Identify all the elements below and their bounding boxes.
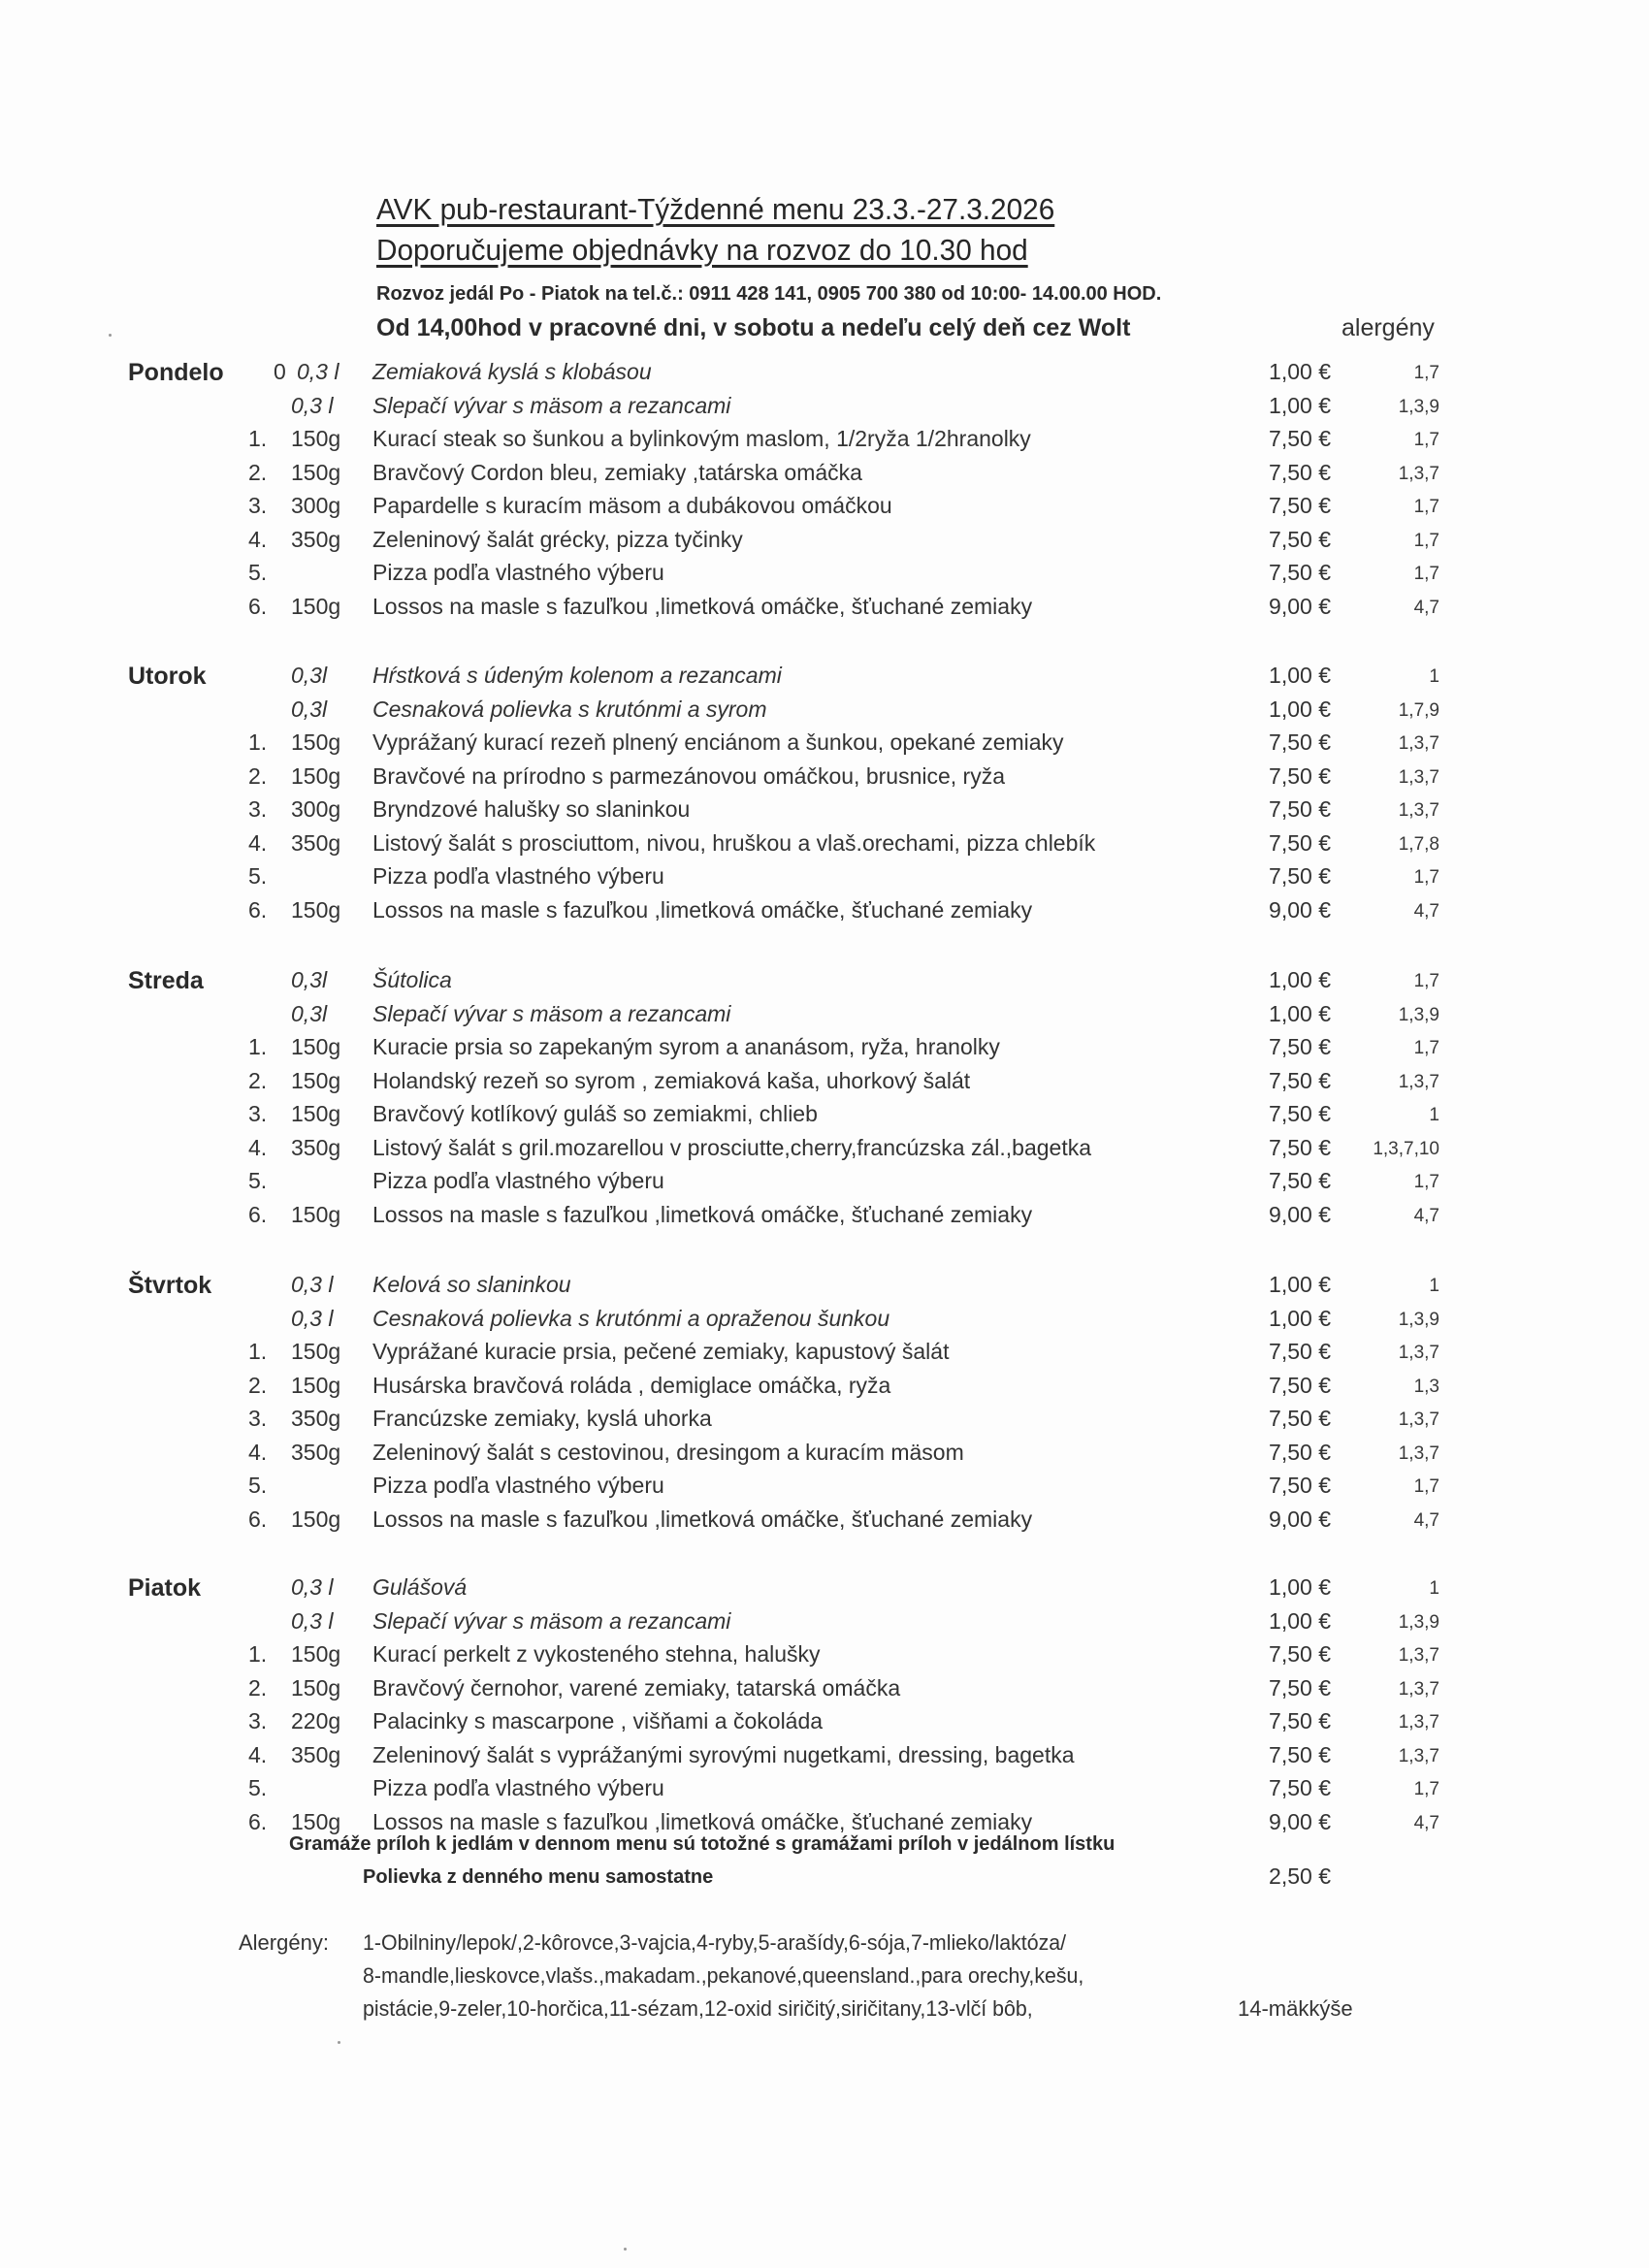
item-quantity: 150g — [291, 897, 341, 923]
dish-row — [0, 863, 1649, 896]
item-name: Palacinky s mascarpone , višňami a čokoláda — [372, 1708, 824, 1733]
item-allergens: 1,3,7 — [1398, 733, 1439, 754]
item-number: 5. — [248, 1473, 268, 1498]
item-price: 7,50 € — [1269, 863, 1331, 889]
item-number: 1. — [248, 1339, 268, 1364]
item-number: 6. — [248, 897, 268, 923]
item-price: 7,50 € — [1269, 1742, 1331, 1767]
item-quantity: 350g — [291, 1135, 341, 1160]
soup-row — [0, 1608, 1649, 1641]
item-number: 4. — [248, 1742, 268, 1767]
item-allergens: 1,7,8 — [1398, 834, 1439, 855]
item-quantity: 150g — [291, 1202, 341, 1227]
dish-row — [0, 560, 1649, 593]
soup-standalone-note: Polievka z denného menu samostatne — [363, 1866, 714, 1888]
dish-row — [0, 1373, 1649, 1406]
side-dish-note: Gramáže príloh k jedlám v dennom menu sú totožné s gramážami príloh v jedálnom lístku — [289, 1833, 1116, 1855]
item-quantity: 0,3 l — [297, 359, 340, 384]
item-number: 6. — [248, 1809, 268, 1834]
item-allergens: 1 — [1429, 1105, 1439, 1125]
item-quantity: 150g — [291, 729, 341, 755]
item-name: Lossos na masle s fazuľkou ,limetková omáčke, šťuchané zemiaky — [372, 897, 1033, 923]
item-name: Gulášová — [372, 1574, 468, 1600]
soup-row — [0, 1306, 1649, 1339]
item-name: Bravčový Cordon bleu, zemiaky ,tatárska omáčka — [372, 460, 862, 485]
item-name: Listový šalát s prosciuttom, nivou, hruškou a vlaš.orechami, pizza chlebík — [372, 830, 1096, 856]
item-price: 1,00 € — [1269, 1608, 1331, 1634]
dish-row — [0, 1339, 1649, 1372]
dish-row — [0, 897, 1649, 930]
item-price: 7,50 € — [1269, 1708, 1331, 1733]
item-name: Kurací steak so šunkou a bylinkovým maslom, 1/2ryža 1/2hranolky — [372, 426, 1031, 451]
item-price: 7,50 € — [1269, 763, 1331, 789]
item-price: 7,50 € — [1269, 729, 1331, 755]
scan-speck — [624, 2248, 627, 2251]
item-number: 5. — [248, 1775, 268, 1800]
day-label: Štvrtok — [128, 1272, 212, 1299]
item-quantity: 0,3 l — [291, 1608, 334, 1634]
item-number: 0 — [274, 359, 286, 384]
item-price: 9,00 € — [1269, 1202, 1331, 1227]
dish-row — [0, 1202, 1649, 1235]
item-quantity: 0,3 l — [291, 1574, 334, 1600]
item-number: 6. — [248, 594, 268, 619]
dish-row — [0, 1473, 1649, 1506]
item-allergens: 1,3,7 — [1398, 1072, 1439, 1092]
item-number: 1. — [248, 729, 268, 755]
item-name: Vyprážané kuracie prsia, pečené zemiaky, kapustový šalát — [372, 1339, 950, 1364]
item-number: 4. — [248, 527, 268, 552]
soup-row — [0, 1574, 1649, 1607]
item-price: 7,50 € — [1269, 1339, 1331, 1364]
item-name: Zeleninový šalát s vyprážanými syrovými nugetkami, dressing, bagetka — [372, 1742, 1075, 1767]
item-quantity: 220g — [291, 1708, 341, 1733]
item-allergens: 1 — [1429, 666, 1439, 687]
day-label: Piatok — [128, 1574, 202, 1602]
item-number: 4. — [248, 1135, 268, 1160]
item-price: 1,00 € — [1269, 663, 1331, 688]
item-quantity: 150g — [291, 1373, 341, 1398]
item-price: 7,50 € — [1269, 1641, 1331, 1667]
item-number: 2. — [248, 1068, 268, 1093]
item-allergens: 1,3,7 — [1398, 1712, 1439, 1733]
item-quantity: 150g — [291, 1101, 341, 1126]
item-price: 1,00 € — [1269, 1574, 1331, 1600]
item-name: Hŕstková s údeným kolenom a rezancami — [372, 663, 782, 688]
item-allergens: 1,3,9 — [1398, 1310, 1439, 1330]
item-name: Zemiaková kyslá s klobásou — [372, 359, 652, 384]
item-name: Lossos na masle s fazuľkou ,limetková omáčke, šťuchané zemiaky — [372, 594, 1033, 619]
day-label: Utorok — [128, 663, 207, 690]
item-allergens: 1,7 — [1413, 867, 1439, 888]
item-allergens: 1,7 — [1413, 1779, 1439, 1799]
item-price: 7,50 € — [1269, 1775, 1331, 1800]
item-number: 5. — [248, 1168, 268, 1193]
item-quantity: 350g — [291, 1406, 341, 1431]
item-price: 7,50 € — [1269, 1135, 1331, 1160]
item-allergens: 1,3,7 — [1398, 1679, 1439, 1700]
item-allergens: 1,3,9 — [1398, 1005, 1439, 1025]
item-allergens: 1,3,9 — [1398, 397, 1439, 417]
item-quantity: 0,3 l — [291, 393, 334, 418]
item-price: 9,00 € — [1269, 1809, 1331, 1834]
item-price: 1,00 € — [1269, 697, 1331, 722]
dish-row — [0, 763, 1649, 796]
day-label: Streda — [128, 967, 204, 994]
item-name: Zeleninový šalát s cestovinou, dresingom a kuracím mäsom — [372, 1440, 964, 1465]
item-quantity: 150g — [291, 1507, 341, 1532]
item-price: 7,50 € — [1269, 493, 1331, 518]
item-allergens: 1,3,7 — [1398, 1409, 1439, 1430]
item-name: Lossos na masle s fazuľkou ,limetková omáčke, šťuchané zemiaky — [372, 1202, 1033, 1227]
item-allergens: 1,7,9 — [1398, 700, 1439, 721]
delivery-info: Rozvoz jedál Po - Piatok na tel.č.: 0911 428 141, 0905 700 380 od 10:00- 14.00.00 HOD. — [376, 283, 1162, 305]
item-name: Slepačí vývar s mäsom a rezancami — [372, 393, 731, 418]
item-allergens: 1,7 — [1413, 1172, 1439, 1192]
day-label: Pondelo — [128, 359, 224, 386]
item-number: 6. — [248, 1507, 268, 1532]
item-number: 2. — [248, 460, 268, 485]
item-number: 1. — [248, 1641, 268, 1667]
item-price: 7,50 € — [1269, 830, 1331, 856]
item-number: 2. — [248, 1675, 268, 1701]
item-price: 7,50 € — [1269, 560, 1331, 585]
dish-row — [0, 1675, 1649, 1708]
item-price: 7,50 € — [1269, 1406, 1331, 1431]
dish-row — [0, 1068, 1649, 1101]
order-recommendation: Doporučujeme objednávky na rozvoz do 10.30 hod — [376, 233, 1028, 267]
item-price: 1,00 € — [1269, 967, 1331, 992]
item-name: Bryndzové halušky so slaninkou — [372, 796, 691, 822]
item-allergens: 1,7 — [1413, 971, 1439, 991]
dish-row — [0, 729, 1649, 762]
item-name: Kuracie prsia so zapekaným syrom a ananásom, ryža, hranolky — [372, 1034, 1000, 1059]
item-allergens: 1,3,7 — [1398, 800, 1439, 821]
item-quantity: 150g — [291, 1034, 341, 1059]
item-allergens: 4,7 — [1413, 1206, 1439, 1226]
item-quantity: 300g — [291, 796, 341, 822]
item-name: Pizza podľa vlastného výberu — [372, 863, 664, 889]
item-number: 5. — [248, 560, 268, 585]
item-name: Cesnaková polievka s krutónmi a syrom — [372, 697, 767, 722]
item-price: 7,50 € — [1269, 527, 1331, 552]
soup-row — [0, 1001, 1649, 1034]
item-name: Pizza podľa vlastného výberu — [372, 560, 664, 585]
dish-row — [0, 527, 1649, 560]
dish-row — [0, 426, 1649, 459]
dish-row — [0, 594, 1649, 627]
item-name: Bravčový kotlíkový guláš so zemiakmi, chlieb — [372, 1101, 818, 1126]
item-quantity: 0,3 l — [291, 1272, 334, 1297]
item-quantity: 0,3l — [291, 697, 328, 722]
item-allergens: 1,3 — [1413, 1377, 1439, 1397]
dish-row — [0, 1641, 1649, 1674]
item-quantity: 150g — [291, 1809, 341, 1834]
allergens-legend-line: pistácie,9-zeler,10-horčica,11-sézam,12-oxid siričitý,siričitany,13-vlčí bôb, — [363, 1996, 1033, 2021]
item-name: Slepačí vývar s mäsom a rezancami — [372, 1608, 731, 1634]
item-name: Zeleninový šalát grécky, pizza tyčinky — [372, 527, 743, 552]
item-quantity: 150g — [291, 1641, 341, 1667]
item-quantity: 150g — [291, 763, 341, 789]
item-name: Vyprážaný kurací rezeň plnený enciánom a šunkou, opekané zemiaky — [372, 729, 1064, 755]
dish-row — [0, 1101, 1649, 1134]
item-allergens: 1,3,7 — [1398, 464, 1439, 484]
dish-row — [0, 1406, 1649, 1439]
item-name: Šútolica — [372, 967, 452, 992]
item-number: 1. — [248, 426, 268, 451]
item-name: Pizza podľa vlastného výberu — [372, 1473, 664, 1498]
item-price: 7,50 € — [1269, 796, 1331, 822]
item-number: 2. — [248, 763, 268, 789]
wolt-info: Od 14,00hod v pracovné dni, v sobotu a nedeľu celý deň cez Wolt — [376, 314, 1131, 341]
dish-row — [0, 1742, 1649, 1775]
item-allergens: 1,7 — [1413, 1038, 1439, 1058]
item-quantity: 150g — [291, 1675, 341, 1701]
item-number: 3. — [248, 1101, 268, 1126]
item-allergens: 1,3,7 — [1398, 1443, 1439, 1464]
soup-row — [0, 663, 1649, 696]
menu-title: AVK pub-restaurant-Týždenné menu 23.3.-27.3.2026 — [376, 192, 1055, 226]
allergens-legend-label: Alergény: — [239, 1930, 329, 1955]
item-quantity: 150g — [291, 426, 341, 451]
dish-row — [0, 1440, 1649, 1473]
item-price: 7,50 € — [1269, 1440, 1331, 1465]
item-allergens: 1,3,7 — [1398, 767, 1439, 788]
item-number: 4. — [248, 1440, 268, 1465]
soup-standalone-price: 2,50 € — [1269, 1863, 1331, 1889]
item-name: Bravčové na prírodno s parmezánovou omáčkou, brusnice, ryža — [372, 763, 1005, 789]
item-number: 5. — [248, 863, 268, 889]
dish-row — [0, 460, 1649, 493]
dish-row — [0, 1168, 1649, 1201]
item-name: Slepačí vývar s mäsom a rezancami — [372, 1001, 731, 1026]
item-name: Holandský rezeň so syrom , zemiaková kaša, uhorkový šalát — [372, 1068, 971, 1093]
item-quantity: 350g — [291, 1440, 341, 1465]
item-price: 1,00 € — [1269, 1001, 1331, 1026]
allergen-column-header: alergény — [1342, 314, 1435, 341]
item-name: Lossos na masle s fazuľkou ,limetková omáčke, šťuchané zemiaky — [372, 1809, 1033, 1834]
item-name: Papardelle s kuracím mäsom a dubákovou omáčkou — [372, 493, 892, 518]
item-quantity: 150g — [291, 594, 341, 619]
item-quantity: 350g — [291, 527, 341, 552]
item-price: 7,50 € — [1269, 1473, 1331, 1498]
item-allergens: 1 — [1429, 1276, 1439, 1296]
item-price: 7,50 € — [1269, 426, 1331, 451]
soup-row — [0, 1272, 1649, 1305]
item-name: Pizza podľa vlastného výberu — [372, 1168, 664, 1193]
item-number: 4. — [248, 830, 268, 856]
item-allergens: 4,7 — [1413, 1813, 1439, 1833]
item-price: 9,00 € — [1269, 897, 1331, 923]
item-price: 7,50 € — [1269, 1675, 1331, 1701]
allergens-legend-line: 14-mäkkýše — [1238, 1996, 1353, 2021]
item-number: 2. — [248, 1373, 268, 1398]
scan-speck — [338, 2041, 340, 2044]
item-allergens: 1,7 — [1413, 564, 1439, 584]
item-allergens: 1,3,9 — [1398, 1612, 1439, 1633]
item-allergens: 1,7 — [1413, 1476, 1439, 1497]
item-price: 7,50 € — [1269, 460, 1331, 485]
item-name: Kelová so slaninkou — [372, 1272, 571, 1297]
item-name: Listový šalát s gril.mozarellou v prosciutte,cherry,francúzska zál.,bagetka — [372, 1135, 1091, 1160]
dish-row — [0, 1034, 1649, 1067]
item-name: Lossos na masle s fazuľkou ,limetková omáčke, šťuchané zemiaky — [372, 1507, 1033, 1532]
item-quantity: 0,3l — [291, 967, 328, 992]
item-price: 9,00 € — [1269, 594, 1331, 619]
item-number: 1. — [248, 1034, 268, 1059]
dish-row — [0, 1135, 1649, 1168]
scan-speck — [109, 334, 112, 337]
item-allergens: 1,7 — [1413, 531, 1439, 551]
soup-row — [0, 967, 1649, 1000]
item-price: 7,50 € — [1269, 1373, 1331, 1398]
item-number: 3. — [248, 796, 268, 822]
item-price: 1,00 € — [1269, 1306, 1331, 1331]
item-name: Kurací perkelt z vykosteného stehna, halušky — [372, 1641, 821, 1667]
item-quantity: 0,3 l — [291, 1306, 334, 1331]
allergens-legend-line: 8-mandle,lieskovce,vlašs.,makadam.,pekanové,queensland.,para orechy,kešu, — [363, 1963, 1084, 1988]
item-price: 1,00 € — [1269, 359, 1331, 384]
allergens-legend-line: 1-Obilniny/lepok/,2-kôrovce,3-vajcia,4-ryby,5-arašídy,6-sója,7-mlieko/laktóza/ — [363, 1930, 1067, 1955]
item-allergens: 4,7 — [1413, 901, 1439, 922]
item-price: 7,50 € — [1269, 1034, 1331, 1059]
item-allergens: 4,7 — [1413, 598, 1439, 618]
item-name: Bravčový černohor, varené zemiaky, tatarská omáčka — [372, 1675, 901, 1701]
dish-row — [0, 1775, 1649, 1808]
item-name: Francúzske zemiaky, kyslá uhorka — [372, 1406, 712, 1431]
item-quantity: 300g — [291, 493, 341, 518]
item-allergens: 1,7 — [1413, 363, 1439, 383]
item-number: 3. — [248, 1406, 268, 1431]
item-number: 3. — [248, 1708, 268, 1733]
dish-row — [0, 1708, 1649, 1741]
item-quantity: 0,3l — [291, 1001, 328, 1026]
item-price: 1,00 € — [1269, 393, 1331, 418]
item-allergens: 1,7 — [1413, 430, 1439, 450]
item-quantity: 150g — [291, 460, 341, 485]
dish-row — [0, 796, 1649, 829]
dish-row — [0, 1507, 1649, 1539]
dish-row — [0, 830, 1649, 863]
soup-row — [0, 697, 1649, 729]
item-price: 7,50 € — [1269, 1168, 1331, 1193]
item-allergens: 1,3,7,10 — [1373, 1139, 1439, 1159]
item-quantity: 0,3l — [291, 663, 328, 688]
item-number: 6. — [248, 1202, 268, 1227]
item-price: 9,00 € — [1269, 1507, 1331, 1532]
item-allergens: 1,3,7 — [1398, 1645, 1439, 1666]
soup-row — [0, 393, 1649, 426]
item-quantity: 150g — [291, 1068, 341, 1093]
item-allergens: 1,7 — [1413, 497, 1439, 517]
item-price: 7,50 € — [1269, 1068, 1331, 1093]
dish-row — [0, 493, 1649, 526]
item-allergens: 4,7 — [1413, 1510, 1439, 1531]
item-name: Husárska bravčová roláda , demiglace omáčka, ryža — [372, 1373, 891, 1398]
item-name: Cesnaková polievka s krutónmi a opraženou šunkou — [372, 1306, 890, 1331]
item-name: Pizza podľa vlastného výberu — [372, 1775, 664, 1800]
item-quantity: 350g — [291, 1742, 341, 1767]
item-allergens: 1,3,7 — [1398, 1343, 1439, 1363]
item-quantity: 150g — [291, 1339, 341, 1364]
soup-row — [0, 359, 1649, 392]
item-quantity: 350g — [291, 830, 341, 856]
item-allergens: 1,3,7 — [1398, 1746, 1439, 1766]
item-price: 7,50 € — [1269, 1101, 1331, 1126]
item-allergens: 1 — [1429, 1578, 1439, 1599]
item-number: 3. — [248, 493, 268, 518]
item-price: 1,00 € — [1269, 1272, 1331, 1297]
